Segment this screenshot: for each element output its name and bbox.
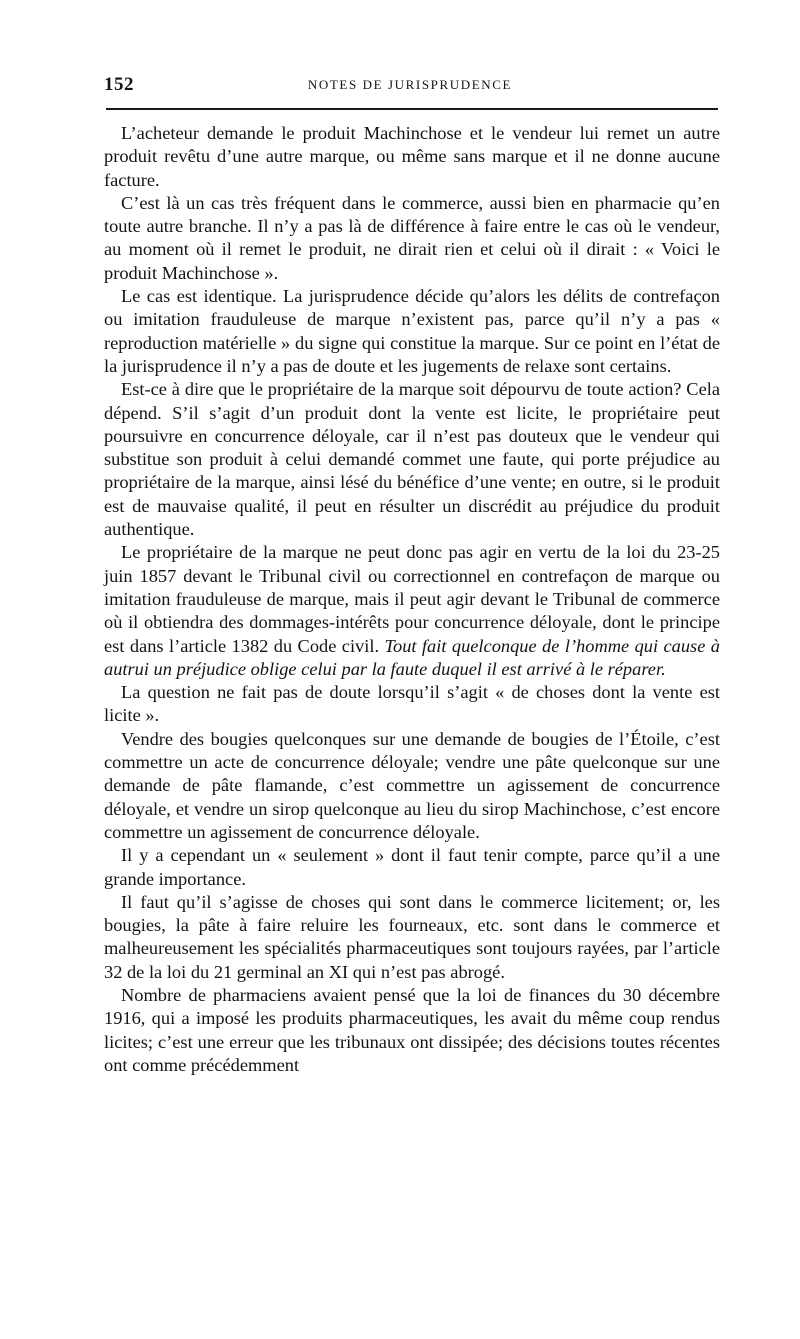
paragraph: La question ne fait pas de doute lorsqu’il s’agit « de choses dont la vente est licite ». — [104, 682, 720, 726]
paragraph: C’est là un cas très fréquent dans le commerce, aussi bien en pharmacie qu’en toute autre branche. Il n’y a pas là de différence à faire entre le cas où le vendeur, au moment où il remet le produit, ne dirait rien et celui où il dirait : « Voici le produit Machinchose ». — [104, 192, 720, 283]
paragraph: Il y a cependant un « seulement » dont il faut tenir compte, parce qu’il a une grande importance. — [104, 845, 720, 889]
paragraph: Vendre des bougies quelconques sur une demande de bougies de l’Étoile, c’est commettre un acte de concurrence déloyale; vendre une pâte quelconque sur une demande de pâte flamande, c’est commettre un agissement de concurrence déloyale, et vendre un sirop quelconque au lieu du sirop Machinchose, c’est encore commettre un agissement de concurrence déloyale. — [104, 728, 720, 842]
paragraph: Est-ce à dire que le propriétaire de la marque soit dépourvu de toute action? Cela dépend. S’il s’agit d’un produit dont la vente est licite, le propriétaire peut poursuivre en concurrence déloyale, car il n’est pas douteux que le vendeur qui substitue son produit à celui demandé commet une faute, qui porte préjudice au propriétaire de la marque, ainsi lésé du bénéfice d’une vente; en outre, si le produit est de mauvaise qualité, il peut en résulter un discrédit au préjudice du produit authentique. — [104, 379, 720, 540]
header-rule — [106, 108, 718, 110]
paragraph — [104, 541, 720, 681]
page-header — [104, 74, 716, 98]
body-text — [104, 122, 720, 1077]
paragraph: L’acheteur demande le produit Machinchose et le vendeur lui remet un autre produit revêtu d’une autre marque, ou même sans marque et il ne donne aucune facture. — [104, 123, 720, 190]
paragraph: Le cas est identique. La jurisprudence décide qu’alors les délits de contrefaçon ou imitation frauduleuse de marque n’existent pas, parce qu’il n’y a pas « reproduction matérielle » du signe qui constitue la marque. Sur ce point en l’état de la jurisprudence il n’y a pas de doute et les jugements de relaxe sont certains. — [104, 286, 720, 376]
paragraph-text: Le propriétaire de la marque ne peut donc pas agir en vertu de la loi du 23-25 juin 1857 devant le Tribunal civil ou correctionnel en contrefaçon de marque ou imitation frauduleuse de marque, mais il peut agir devant le Tribunal de commerce où il obtiendra des dommages-intérêts pour concurrence déloyale, dont le principe est dans l’article 1382 du Code civil. — [104, 542, 720, 656]
civil-code-quotation: Tout fait quelconque de l’homme qui cause à autrui un préjudice oblige celui par la faute duquel il est arrivé à le réparer. — [104, 635, 720, 679]
paragraph: Il faut qu’il s’agisse de choses qui sont dans le commerce licitement; or, les bougies, la pâte à faire reluire les fourneaux, etc. sont dans le commerce et malheureusement les spécialités pharmaceutiques sont toujours rayées, par l’article 32 de la loi du 21 germinal an XI qui n’est pas abrogé. — [104, 891, 720, 982]
running-head: NOTES DE JURISPRUDENCE — [307, 77, 513, 92]
page-number: 152 — [104, 74, 134, 95]
paragraph: Nombre de pharmaciens avaient pensé que la loi de finances du 30 décembre 1916, qui a imposé les produits pharmaceutiques, les avait du même coup rendus licites; c’est une erreur que les tribunaux ont dissipée; des décisions toutes récentes ont comme précédemment — [104, 984, 720, 1075]
